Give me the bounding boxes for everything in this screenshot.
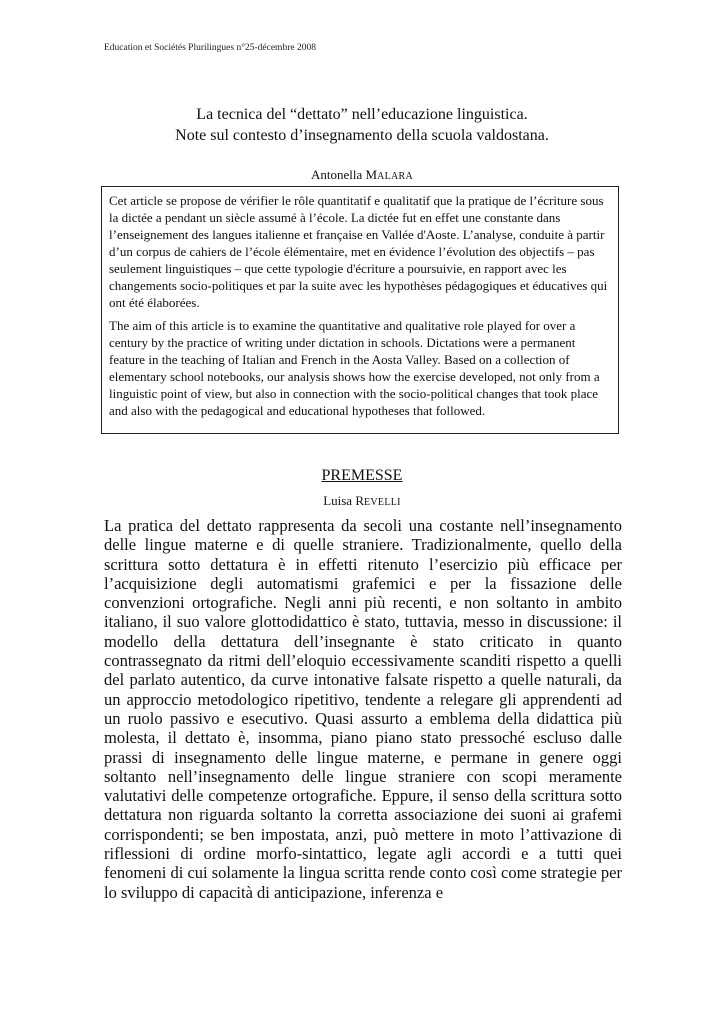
section-author-last-rest: EVELLI <box>364 497 401 508</box>
section-author <box>0 493 724 509</box>
body-text <box>104 516 622 902</box>
abstract-english: The aim of this article is to examine the quantitative and qualitative role played for over a century by the practice of writing under dictation in schools. Dictations were a permanent feature in the teaching of Italian and French in the Aosta Valley. Based on a collection of elementary school notebooks, our analysis shows how the exercise developed, not only from a linguistic point of view, but also in connection with the socio-political changes that took place and also with the pedagogical and educational hypotheses that followed. <box>109 318 600 418</box>
abstract-box <box>101 186 619 434</box>
abstract-french: Cet article se propose de vérifier le rôle quantitatif e qualitatif que la pratique de l’écriture sous la dictée a pendant un siècle assumé à l’école. La dictée fut en effet une constante dans l’enseignement des langues italienne et française en Vallée d'Aoste. L’analyse, conduite à partir d’un corpus de cahiers de l’école élémentaire, met en évidence l’évolution des objectifs – pas seulement linguistiques – que cette typologie d'écriture a poursuivie, en rapport avec les changements socio-politiques et par la suite avec les hypothèses pédagogiques et éducatives qui ont été élaborées. <box>109 193 608 310</box>
author-first-name: Antonella <box>310 167 366 182</box>
title-line-2: Note sul contesto d’insegnamento della scuola valdostana. <box>175 127 549 144</box>
running-header: Education et Sociétés Plurilingues n°25-décembre 2008 <box>104 43 316 53</box>
author-last-initial: M <box>365 167 378 182</box>
article-author <box>0 167 724 183</box>
author-last-rest: ALARA <box>377 171 414 182</box>
section-heading: PREMESSE <box>321 467 403 484</box>
article-title <box>0 104 724 146</box>
body-paragraph: La pratica del dettato rappresenta da secoli una costante nell’insegnamento delle lingue materne e di quelle straniere. Tradizionalmente, quello della scrittura sotto dettatura è in effetti ritenuto l’esercizio più efficace per l’acquisizione degli automatismi grafemici e per la fissazione delle convenzioni ortografiche. Negli anni più recenti, e non soltanto in ambito italiano, il suo valore glottodidattico è stato, tuttavia, messo in discussione: il modello della dettatura dell’insegnante è stato criticato in quanto contrassegnato da ritmi dell’eloquio eccessivamente scanditi rispetto a quelli del parlato autentico, da curve intonative falsate rispetto a quelle naturali, da un approccio metodologico ripetitivo, tendente a relegare gli apprendenti ad un ruolo passivo e esecutivo. Quasi assurto a emblema della didattica più molesta, il dettato è, insomma, piano piano stato pressoché escluso dalle prassi di insegnamento delle lingue materne, e permane in genere oggi soltanto nell’insegnamento delle lingue straniere con scopi meramente valutativi delle competenze ortografiche. Eppure, il senso della scrittura sotto dettatura non riguarda soltanto la corretta associazione dei suoni ai grafemi corrispondenti; se ben impostata, anzi, può mettere in moto l’attivazione di riflessioni di ordine morfo-sintattico, legate agli accordi e a tutti quei fenomeni di cui solamente la lingua scritta rende conto così come strategie per lo sviluppo di capacità di anticipazione, inferenza e <box>104 516 622 902</box>
section-author-last-initial: R <box>355 493 364 508</box>
section-author-first-name: Luisa <box>323 493 356 508</box>
title-line-1: La tecnica del “dettato” nell’educazione linguistica. <box>196 106 528 123</box>
